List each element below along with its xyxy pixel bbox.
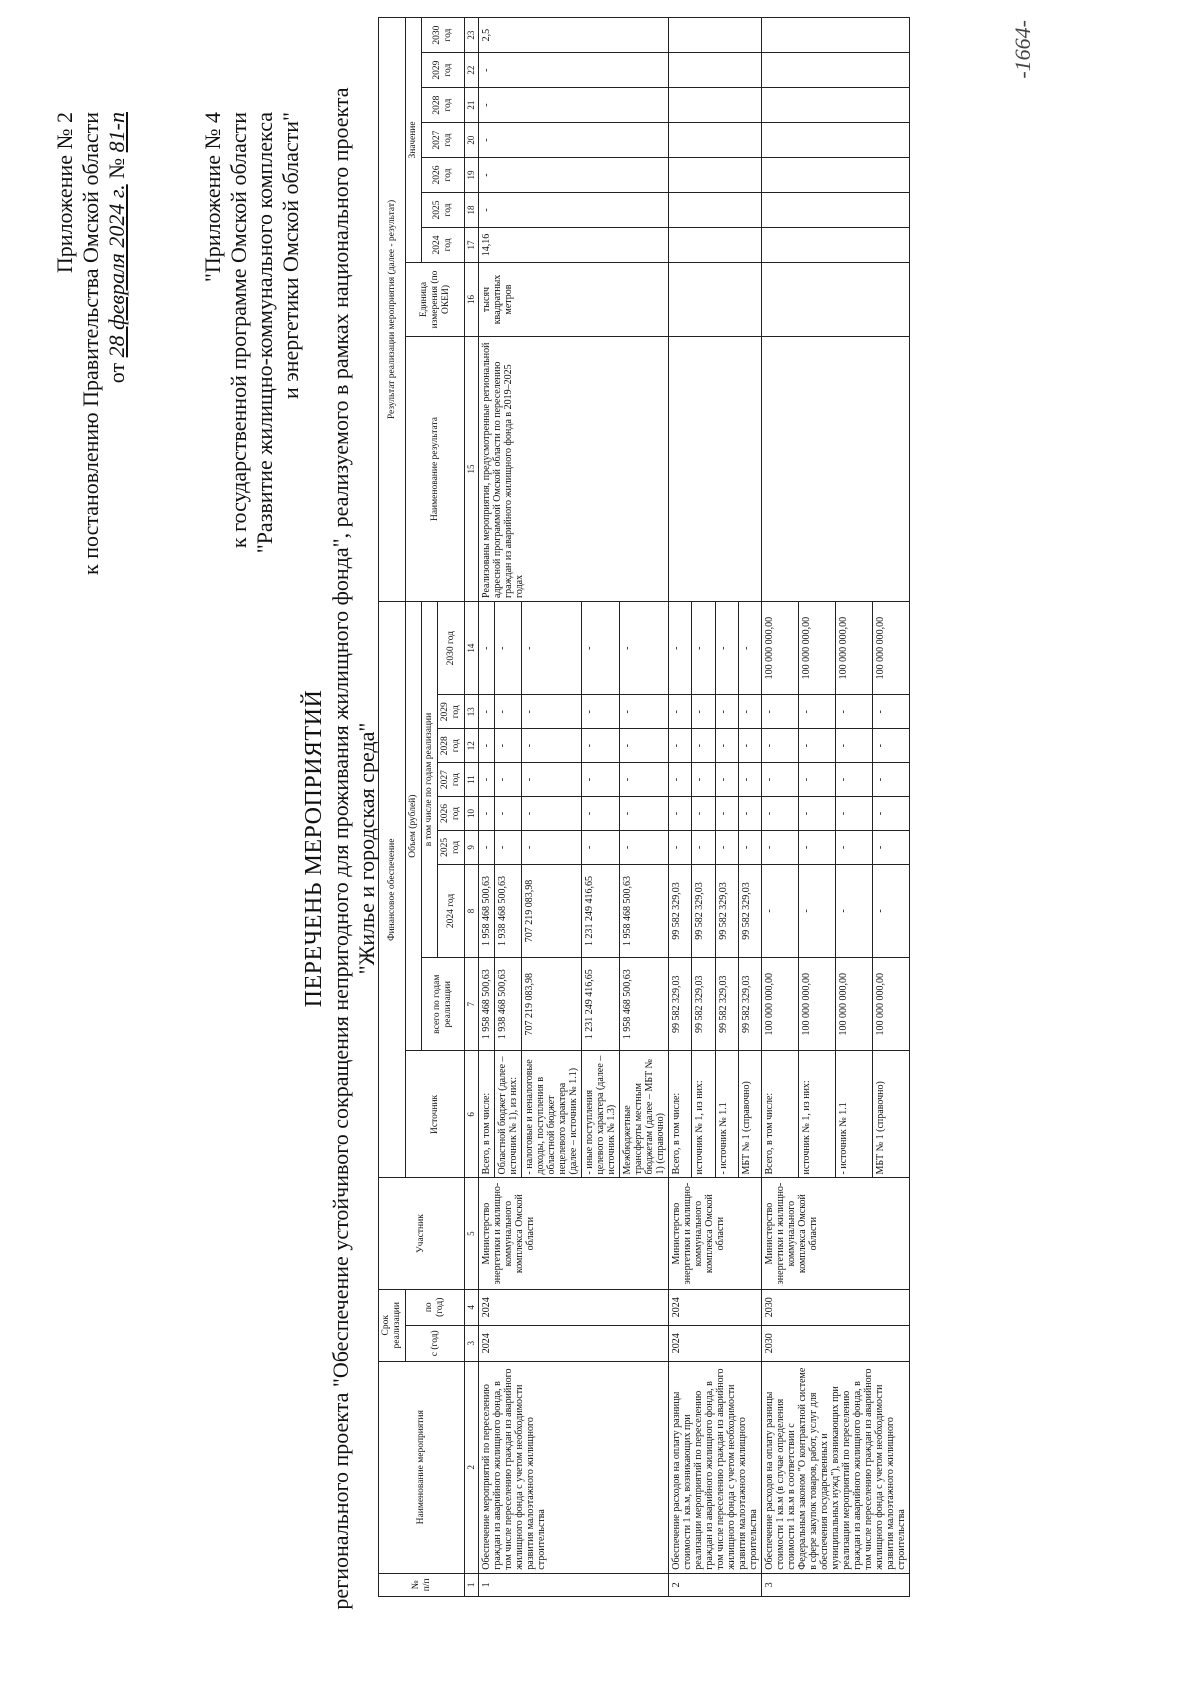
funding-source: Всего, в том числе: [669,1051,692,1178]
column-number: 21 [465,88,479,123]
header-value-year-2030: 2030 год [422,18,465,53]
funding-year-value: - [479,601,495,694]
result-unit [669,262,762,336]
header-fin-year-2029: 2029 год [438,695,465,729]
funding-year-value: - [495,601,522,694]
header-fin-year-2028: 2028 год [438,729,465,763]
funding-year-value: - [495,797,522,831]
column-number: 16 [465,262,479,336]
result-year-value: - [479,88,669,123]
funding-year-value: - [479,830,495,864]
result-year-value [762,227,910,262]
term-from: 2030 [762,1325,910,1361]
header-fin-year-2027: 2027 год [438,763,465,797]
funding-source: - источник № 1.1 [836,1051,873,1178]
funding-year-value: - [495,729,522,763]
funding-year-value: - [873,864,910,957]
sub-appendix-line2: к государственной программе Омской области [226,112,251,549]
funding-year-value: - [692,695,715,729]
funding-year-value: - [620,797,669,831]
funding-year-value: - [836,797,873,831]
column-number: 22 [465,53,479,88]
measure-name: Обеспечение расходов на оплату разницы стоимости 1 кв.м, возникающих при реализации мероприятий по переселению граждан из аварийного жилищного фонда, в том числе переселению граждан из аварийного жилищного фонда с учетом необходимости развития малоэтажного жилищного строительства [669,1361,762,1573]
column-number: 9 [465,830,479,864]
term-to: 2024 [669,1289,762,1325]
funding-year-value: - [799,729,836,763]
appendix-header [52,112,130,575]
column-number: 15 [465,337,479,602]
column-number: 17 [465,227,479,262]
funding-year-value: - [873,763,910,797]
header-result-name: Наименование результата [406,337,465,602]
funding-year-value: 1 938 468 500,63 [495,864,522,957]
funding-year-value: - [799,830,836,864]
funding-total: 100 000 000,00 [873,958,910,1051]
result-year-value [762,158,910,193]
funding-year-value: - [738,601,761,694]
table-header [379,18,479,1597]
header-value-year-2026: 2026 год [422,158,465,193]
column-number: 19 [465,158,479,193]
funding-year-value: - [669,797,692,831]
column-number: 7 [465,958,479,1051]
column-number: 8 [465,864,479,957]
funding-year-value: - [762,763,799,797]
funding-year-value: - [836,695,873,729]
funding-year-value: - [582,695,620,729]
column-number: 10 [465,797,479,831]
document-title [300,80,380,1617]
funding-year-value: - [873,830,910,864]
header-participant: Участник [379,1178,465,1289]
header-fin-year-2024: 2024 год [438,864,465,957]
funding-total: 707 219 083,98 [522,958,582,1051]
funding-total: 99 582 329,03 [669,958,692,1051]
funding-year-value: 100 000 000,00 [836,601,873,694]
funding-total: 99 582 329,03 [692,958,715,1051]
row-number: 3 [762,1573,910,1596]
funding-year-value: - [669,695,692,729]
result-name: Реализованы мероприятия, предусмотренные региональной адресной программой Омской области по переселению граждан из аварийного жилищного фонда в 2019–2025 годах [479,337,669,602]
funding-year-value: - [620,729,669,763]
header-no: № п/п [379,1573,465,1596]
header-value: Значение [406,18,422,263]
table-body [479,18,910,1597]
funding-source: Всего, в том числе: [762,1051,799,1178]
column-number: 6 [465,1051,479,1178]
funding-year-value: 100 000 000,00 [873,601,910,694]
header-value-year-2025: 2025 год [422,193,465,228]
table-row [762,18,799,1597]
funding-total: 100 000 000,00 [799,958,836,1051]
measures-table [378,17,910,1597]
row-number: 2 [669,1573,762,1596]
header-incl: в том числе по годам реализации [422,601,438,957]
funding-year-value: 99 582 329,03 [715,864,738,957]
column-number: 14 [465,601,479,694]
funding-year-value: - [479,797,495,831]
funding-source: источник № 1, из них: [799,1051,836,1178]
header-value-year-2027: 2027 год [422,123,465,158]
funding-year-value: - [495,695,522,729]
funding-year-value: - [799,695,836,729]
sub-appendix-line4: и энергетики Омской области" [278,112,303,400]
handwritten-mark: -1664- [1010,20,1035,79]
funding-year-value: - [873,729,910,763]
header-unit: Единица измерения (по ОКЕИ) [406,262,465,336]
funding-year-value: - [479,763,495,797]
funding-source: - источник № 1.1 [715,1051,738,1178]
term-from: 2024 [669,1325,762,1361]
result-year-value [669,227,762,262]
funding-year-value: - [836,830,873,864]
header-value-year-2028: 2028 год [422,88,465,123]
date-prefix: от [104,362,129,384]
funding-year-value: 1 958 468 500,63 [479,864,495,957]
funding-year-value: - [479,695,495,729]
funding-year-value: - [715,729,738,763]
funding-year-value: - [762,695,799,729]
funding-year-value: - [582,830,620,864]
funding-year-value: 707 219 083,98 [522,864,582,957]
header-fin-year-2030: 2030 год [438,601,465,694]
result-year-value: 14,16 [479,227,669,262]
date-value: 28 февраля 2024 г. [104,184,129,358]
number-value: 81-п [104,112,129,153]
header-volume: Объем (рублей) [406,601,422,1050]
funding-year-value: - [873,797,910,831]
funding-year-value: 100 000 000,00 [762,601,799,694]
participant: Министерство энергетики и жилищно-коммунального комплекса Омской области [479,1178,669,1289]
funding-year-value: - [715,797,738,831]
header-fin-year-2026: 2026 год [438,797,465,831]
funding-year-value: 100 000 000,00 [799,601,836,694]
funding-year-value: - [762,729,799,763]
funding-year-value: 99 582 329,03 [692,864,715,957]
funding-year-value: - [582,729,620,763]
result-year-value: 2,5 [479,18,669,53]
funding-year-value: - [692,601,715,694]
funding-source: Межбюджетные трансферты местным бюджетам (далее – МБТ № 1) (справочно) [620,1051,669,1178]
funding-year-value: - [522,729,582,763]
funding-year-value: - [738,830,761,864]
funding-year-value: - [715,830,738,864]
funding-total: 100 000 000,00 [836,958,873,1051]
funding-year-value: - [669,830,692,864]
header-fin-year-2025: 2025 год [438,830,465,864]
funding-year-value: - [836,763,873,797]
result-year-value [762,193,910,228]
funding-year-value: - [620,601,669,694]
funding-year-value: - [479,729,495,763]
funding-year-value: - [738,729,761,763]
funding-total: 1 231 249 416,65 [582,958,620,1051]
funding-year-value: - [522,601,582,694]
column-number: 12 [465,729,479,763]
result-year-value [669,158,762,193]
funding-year-value: - [669,763,692,797]
header-to: по (год) [406,1289,465,1325]
funding-year-value: - [836,729,873,763]
funding-total: 1 938 468 500,63 [495,958,522,1051]
funding-source: МБТ № 1 (справочно) [873,1051,910,1178]
title-national-project: "Жилье и городская среда" [354,722,379,975]
funding-total: 1 958 468 500,63 [620,958,669,1051]
funding-year-value: - [582,601,620,694]
column-number: 4 [465,1289,479,1325]
result-year-value: - [479,158,669,193]
result-year-value [669,123,762,158]
appendix-basis: к постановлению Правительства Омской области [78,112,103,575]
funding-year-value: - [799,763,836,797]
funding-source: - иные поступления целевого характера (далее – источник № 1.3) [582,1051,620,1178]
sub-appendix-title: "Приложение № 4 [200,112,225,283]
header-finance: Финансовое обеспечение [379,601,406,1178]
funding-year-value: - [669,729,692,763]
result-name [762,337,910,602]
table-row [479,18,495,1597]
funding-source: Областной бюджет (далее – источник № 1), из них: [495,1051,522,1178]
funding-year-value: - [799,797,836,831]
funding-year-value: - [522,763,582,797]
header-value-year-2024: 2024 год [422,227,465,262]
funding-year-value: 1 958 468 500,63 [620,864,669,957]
header-from: с (год) [406,1325,465,1361]
sub-appendix-header [200,112,304,553]
funding-year-value: - [582,797,620,831]
result-year-value [669,88,762,123]
header-name: Наименование мероприятия [379,1361,465,1573]
column-number-row [465,18,479,1597]
term-from: 2024 [479,1325,669,1361]
result-name [669,337,762,602]
funding-source: источник № 1, из них: [692,1051,715,1178]
funding-year-value: - [495,763,522,797]
funding-year-value: - [522,695,582,729]
result-year-value [669,53,762,88]
funding-total: 99 582 329,03 [738,958,761,1051]
participant: Министерство энергетики и жилищно-коммунального комплекса Омской области [762,1178,910,1289]
funding-year-value: - [620,830,669,864]
funding-year-value: - [692,729,715,763]
column-number: 23 [465,18,479,53]
result-unit: тысяч квадратных метров [479,262,669,336]
column-number: 1 [465,1573,479,1596]
header-value-year-2029: 2029 год [422,53,465,88]
funding-year-value: - [620,695,669,729]
term-to: 2030 [762,1289,910,1325]
funding-year-value: - [669,601,692,694]
funding-year-value: - [522,830,582,864]
measure-name: Обеспечение мероприятий по переселению граждан из аварийного жилищного фонда, в том числе переселению граждан из аварийного жилищного фонда с учетом необходимости развития малоэтажного жилищного строительства [479,1361,669,1573]
appendix-date-line [104,112,130,575]
column-number: 5 [465,1178,479,1289]
funding-year-value: - [715,695,738,729]
result-year-value [762,88,910,123]
funding-year-value: - [715,763,738,797]
column-number: 20 [465,123,479,158]
funding-year-value: - [495,830,522,864]
title-subtitle: регионального проекта "Обеспечение устойчивого сокращения непригодного для проживания жилищного фонда", реализуемого в рамках национального проекта [328,87,353,1610]
funding-year-value: - [738,763,761,797]
funding-year-value: 99 582 329,03 [738,864,761,957]
funding-year-value: - [715,601,738,694]
result-year-value [762,53,910,88]
header-source: Источник [406,1051,465,1178]
funding-year-value: - [738,797,761,831]
column-number: 13 [465,695,479,729]
sub-appendix-line3: "Развитие жилищно-коммунального комплекса [252,112,277,554]
funding-total: 100 000 000,00 [762,958,799,1051]
funding-source: МБТ № 1 (справочно) [738,1051,761,1178]
funding-year-value: - [762,864,799,957]
result-year-value: - [479,53,669,88]
funding-year-value: - [692,797,715,831]
title-main: ПЕРЕЧЕНЬ МЕРОПРИЯТИЙ [301,689,327,1008]
result-year-value [669,193,762,228]
participant: Министерство энергетики и жилищно-коммунального комплекса Омской области [669,1178,762,1289]
column-number: 2 [465,1361,479,1573]
result-year-value [669,18,762,53]
funding-source: - налоговые и неналоговые доходы, поступления в областной бюджет нецелевого характера (далее – источник № 1.1) [522,1051,582,1178]
header-term: Срок реализации [379,1289,406,1361]
row-number: 1 [479,1573,669,1596]
term-to: 2024 [479,1289,669,1325]
funding-total: 99 582 329,03 [715,958,738,1051]
result-year-value: - [479,193,669,228]
funding-year-value: - [692,830,715,864]
table-row [669,18,692,1597]
funding-year-value: 99 582 329,03 [669,864,692,957]
funding-year-value: 1 231 249 416,65 [582,864,620,957]
measure-name: Обеспечение расходов на оплату разницы стоимости 1 кв.м (в случае определения стоимости 1 кв.м в соответствии с Федеральным законом "О контрактной системе в сфере закупок товаров, работ, услуг для обеспечения государственных и муниципальных нужд"), возникающих при реализации мероприятий по переселению граждан из аварийного жилищного фонда, в том числе переселению граждан из аварийного жилищного фонда с учетом необходимости развития малоэтажного жилищного строительства [762,1361,910,1573]
result-year-value [762,123,910,158]
header-total: всего по годам реализации [422,958,465,1051]
funding-year-value: - [522,797,582,831]
header-result-block: Результат реализации мероприятия (далее - результат) [379,18,406,602]
funding-year-value: - [799,864,836,957]
funding-total: 1 958 468 500,63 [479,958,495,1051]
column-number: 3 [465,1325,479,1361]
result-unit [762,262,910,336]
appendix-title: Приложение № 2 [52,112,77,274]
funding-year-value: - [582,763,620,797]
funding-year-value: - [762,797,799,831]
number-prefix: № [104,157,129,179]
result-year-value: - [479,123,669,158]
funding-year-value: - [836,864,873,957]
funding-year-value: - [762,830,799,864]
funding-year-value: - [620,763,669,797]
column-number: 11 [465,763,479,797]
funding-year-value: - [692,763,715,797]
result-year-value [762,18,910,53]
funding-year-value: - [738,695,761,729]
column-number: 18 [465,193,479,228]
funding-year-value: - [873,695,910,729]
funding-source: Всего, в том числе: [479,1051,495,1178]
